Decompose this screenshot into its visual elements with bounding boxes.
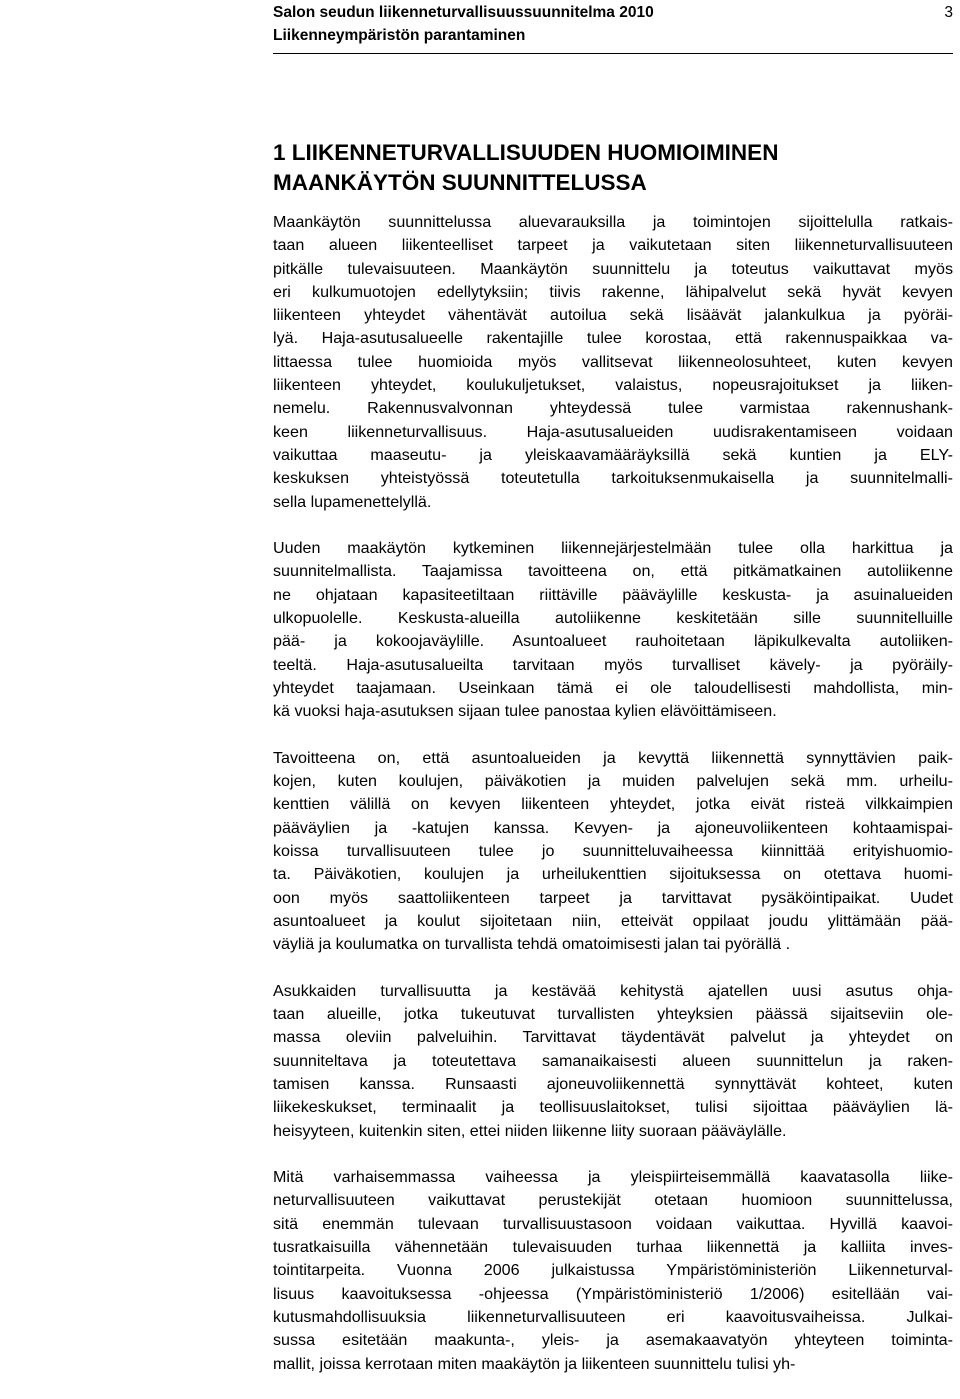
paragraph-line: sussa esitetään maakunta-, yleis- ja asemakaavatyön yhteyteen toiminta-	[273, 1331, 953, 1350]
paragraph-line: suunnitelmallista. Taajamissa tavoitteena on, että pitkämatkainen autoliikenne	[273, 562, 953, 581]
paragraph-line: tusratkaisuilla vähennetään tulevaisuuden turhaa liikennettä ja kalliita inves-	[273, 1238, 953, 1257]
paragraph-line: massa oleviin palveluihin. Tarvittavat täydentävät palvelut ja yhteydet on	[273, 1028, 953, 1047]
paragraph-line: väyliä ja koulumatka on turvallista tehdä omatoimisesti jalan tai pyörällä .	[273, 935, 791, 954]
paragraph-line: pitkälle tulevaisuuteen. Maankäytön suunnittelu ja toteutus vaikuttavat myös	[273, 259, 953, 278]
paragraph	[273, 537, 953, 723]
header-divider	[273, 53, 953, 54]
paragraph-line: teeltä. Haja-asutusalueilta tarvitaan myös turvalliset kävely- ja pyöräily-	[273, 655, 953, 674]
paragraph-line: lyä. Haja-asutusalueelle rakentajille tulee korostaa, että rakennuspaikkaa va-	[273, 329, 953, 348]
paragraph-line: sitä enemmän tulevaan turvallisuustasoon voidaan vaikuttaa. Hyvillä kaavoi-	[273, 1214, 953, 1233]
paragraph-line: Tavoitteena on, että asuntoalueiden ja kevyttä liikennettä synnyttävien paik-	[273, 748, 953, 767]
document-title: Salon seudun liikenneturvallisuussuunnitelma 2010	[273, 4, 654, 21]
paragraph-line: ulkopuolelle. Keskusta-alueilla autoliikenne keskitetään sille suunnitelluille	[273, 609, 953, 628]
paragraph-line: sella lupamenettelyllä.	[273, 492, 432, 511]
paragraph-line: Maankäytön suunnittelussa aluevarauksilla ja toimintojen sijoittelulla ratkais-	[273, 213, 953, 231]
paragraph-line: keskuksen yhteistyössä toteutetulla tarkoituksenmukaisella ja suunnitelmalli-	[273, 469, 953, 488]
paragraph-line: koissa turvallisuuteen tulee jo suunnitteluvaiheessa kiinnittää erityishuomio-	[273, 842, 953, 861]
page-number: 3	[944, 4, 953, 21]
section-heading-line: MAANKÄYTÖN SUUNNITTELUSSA	[273, 170, 647, 195]
paragraph-line: kutusmahdollisuuksia liikenneturvallisuuteen eri kaavoitusvaiheissa. Julkai-	[273, 1307, 953, 1326]
paragraph	[273, 1166, 953, 1376]
body-text	[273, 211, 953, 1399]
section-heading-line: 1 LIIKENNETURVALLISUUDEN HUOMIOIMINEN	[273, 140, 779, 165]
section-heading	[273, 138, 953, 198]
paragraph-line: neturvallisuuteen vaikuttavat perustekijät otetaan huomioon suunnittelussa,	[273, 1191, 953, 1210]
paragraph-line: Asukkaiden turvallisuutta ja kestävää kehitystä ajatellen uusi asutus ohja-	[273, 981, 953, 1000]
paragraph-line: tointitarpeita. Vuonna 2006 julkaistussa Ympäristöministeriön Liikenneturval-	[273, 1261, 953, 1280]
paragraph-line: liikekeskukset, terminaalit ja teollisuuslaitokset, tulisi sijoittaa pääväylien lä-	[273, 1098, 953, 1117]
paragraph-line: liikenteen yhteydet, koulukuljetukset, valaistus, nopeusrajoitukset ja liiken-	[273, 376, 953, 395]
paragraph-line: kenttien välillä on kevyen liikenteen yhteydet, jotka eivät risteä vilkkaimpien	[273, 795, 953, 814]
paragraph-line: kä vuoksi haja-asutuksen sijaan tulee panostaa kylien elävöittämiseen.	[273, 702, 777, 721]
paragraph	[273, 747, 953, 957]
paragraph-line: pää- ja kokoojaväylille. Asuntoalueet rauhoitetaan läpikulkevalta autoliiken-	[273, 632, 953, 651]
paragraph-line: ne ohjataan kapasiteetiltaan riittäville pääväylille keskusta- ja asuinalueiden	[273, 585, 953, 604]
paragraph-line: heisyyteen, kuitenkin siten, ettei niiden liikenne liity suoraan pääväylälle.	[273, 1121, 787, 1140]
paragraph-line: lisuus kaavoituksessa -ohjeessa (Ympäristöministeriö 1/2006) esitellään vai-	[273, 1284, 953, 1303]
paragraph-line: taan alueille, jotka tukeutuvat turvallisten yhteyksien päässä sijaitseviin ole-	[273, 1005, 953, 1024]
page-header	[273, 0, 953, 54]
paragraph-line: littaessa tulee huomioida myös vallitsevat liikenneolosuhteet, kuten kevyen	[273, 352, 953, 371]
paragraph-line: vaikuttaa maaseutu- ja yleiskaavamääräyksillä sekä kuntien ja ELY-	[273, 445, 953, 464]
paragraph	[273, 211, 953, 514]
paragraph-line: kojen, kuten koulujen, päiväkotien ja muiden palvelujen sekä mm. urheilu-	[273, 772, 953, 791]
paragraph-line: Mitä varhaisemmassa vaiheessa ja yleispiirteisemmällä kaavatasolla liike-	[273, 1168, 953, 1187]
paragraph-line: asuntoalueet ja koulut sijoitetaan niin, etteivät oppilaat joudu ylittämään pää-	[273, 911, 953, 930]
paragraph-line: tamisen kanssa. Runsaasti ajoneuvoliikennettä synnyttävät kohteet, kuten	[273, 1074, 953, 1093]
paragraph-line: ta. Päiväkotien, koulujen ja urheilukenttien sijoituksessa on otettava huomi-	[273, 865, 953, 884]
paragraph-line: pääväylien ja -katujen kanssa. Kevyen- ja ajoneuvoliikenteen kohtaamispai-	[273, 818, 953, 837]
chapter-title: Liikenneympäristön parantaminen	[273, 27, 526, 44]
paragraph-line: Uuden maakäytön kytkeminen liikennejärjestelmään tulee olla harkittua ja	[273, 539, 953, 558]
paragraph-line: yhteydet taajamaan. Useinkaan tämä ei ole taloudellisesti mahdollista, min-	[273, 678, 953, 697]
paragraph-line: suunniteltava ja toteutettava samanaikaisesti alueen suunnittelun ja raken-	[273, 1051, 953, 1070]
paragraph-line: taan alueen liikenteelliset tarpeet ja vaikutetaan siten liikenneturvallisuuteen	[273, 236, 953, 255]
paragraph-line: liikenteen yhteydet vähentävät autoilua sekä lisäävät jalankulkua ja pyöräi-	[273, 306, 953, 325]
paragraph-line: oon myös saattoliikenteen tarpeet ja tarvittavat pysäköintipaikat. Uudet	[273, 888, 953, 907]
paragraph-line: nemelu. Rakennusvalvonnan yhteydessä tulee varmistaa rakennushank-	[273, 399, 953, 418]
paragraph-line: eri kulkumuotojen edellytyksiin; tiivis rakenne, lähipalvelut sekä hyvät kevyen	[273, 282, 953, 301]
paragraph-line: mallit, joissa kerrotaan miten maakäytön ja liikenteen suunnittelu tulisi yh-	[273, 1354, 796, 1373]
paragraph	[273, 980, 953, 1143]
paragraph-line: keen liikenneturvallisuus. Haja-asutusalueiden uudisrakentamiseen voidaan	[273, 422, 953, 441]
